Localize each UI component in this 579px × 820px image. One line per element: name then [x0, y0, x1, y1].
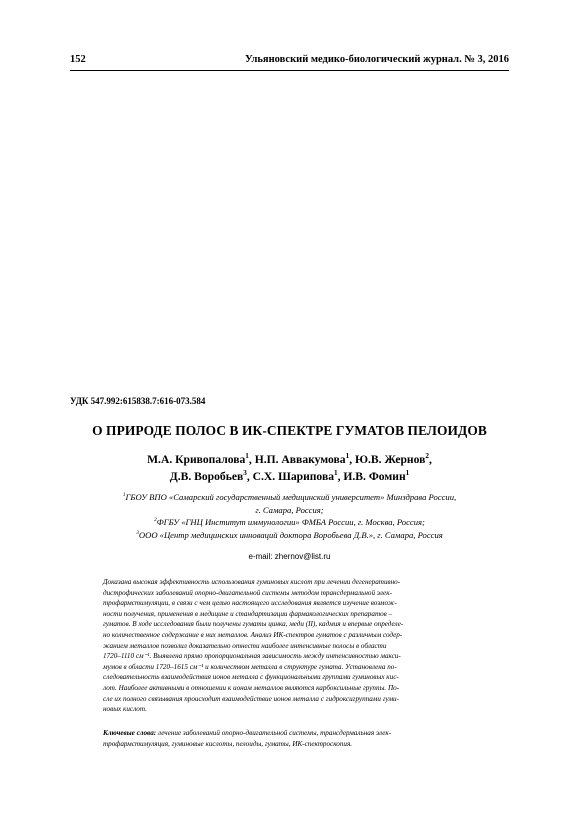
affiliation-2 — [70, 516, 509, 529]
abstract-line: мумов в области 1720–1615 см⁻¹ и количеством металла в структуре гумата. Установлена по- — [103, 662, 397, 671]
affiliation-1-cont: г. Самара, Россия; — [255, 504, 324, 515]
abstract-line: сле их полного связывания происходит взаимодействие ионов металла с гидроксигруппами гуми- — [103, 694, 399, 703]
affiliation-mark: 3 — [136, 529, 139, 536]
author-name: М.А. Кривопалова — [147, 453, 246, 466]
affiliation-mark: 2 — [154, 517, 157, 524]
author-separator: , — [337, 470, 344, 483]
affiliation-1 — [70, 491, 509, 504]
contact-email: e-mail: zhernov@list.ru — [248, 552, 331, 561]
keywords — [103, 728, 475, 749]
affiliation-text: ФГБУ «ГНЦ Институт иммунологии» ФМБА России, г. Москва, Россия; — [156, 517, 425, 528]
author-separator: , — [246, 470, 253, 483]
author-line-2 — [70, 468, 509, 485]
article-title: О ПРИРОДЕ ПОЛОС В ИК-СПЕКТРЕ ГУМАТОВ ПЕЛОИДОВ — [92, 423, 487, 438]
author-separator: , — [349, 453, 355, 466]
abstract — [103, 577, 475, 715]
abstract-line: лот. Наиболее активными в отношении к ионам металлов являются карбоксильные группы. По- — [103, 683, 400, 692]
affiliation-text: ГБОУ ВПО «Самарский государственный медицинский университет» Минздрава России, — [125, 492, 457, 502]
author-affiliation-mark: 1 — [245, 452, 249, 461]
abstract-line: трофармстимуляции, в связи с чем целью настоящего исследования является изучение возмож- — [103, 599, 397, 608]
keywords-line-1 — [103, 728, 475, 739]
abstract-line: жанием металлов позволил доказательно отнести наиболее интенсивные полосы в области — [103, 641, 387, 650]
author-affiliation-mark: 3 — [243, 469, 247, 478]
running-header — [70, 54, 509, 65]
author-list — [70, 451, 509, 485]
abstract-line: новых кислот. — [103, 705, 147, 714]
abstract-line: следовательность взаимодействия ионов металла с функциональными группами гуминовых кис- — [103, 673, 399, 682]
author-separator: , — [428, 453, 432, 466]
udc-code: УДК 547.992:615838.7:616-073.584 — [70, 396, 206, 406]
abstract-line: но количественное содержание в них металлов. Анализ ИК-спектров гуматов с различным содер- — [103, 630, 403, 639]
journal-title: Ульяновский медико-биологический журнал. № 3, 2016 — [244, 54, 509, 65]
affiliation-mark: 1 — [122, 492, 126, 499]
header-rule — [70, 70, 509, 71]
author-name: Ю.В. Жернов — [354, 453, 426, 466]
author-affiliation-mark: 1 — [345, 452, 350, 461]
author-line-1 — [70, 451, 509, 468]
author-name: С.Х. Шарипова — [252, 470, 334, 483]
abstract-line: гуматов. В ходе исследования были получены гуматы цинка, меди (II), кадмия и впервые определе- — [103, 620, 404, 629]
author-affiliation-mark: 2 — [425, 452, 429, 461]
keywords-text: лечение заболеваний опорно-двигательной системы, трансдермальная элек- — [156, 729, 392, 737]
abstract-line: Доказана высокая эффективность использования гуминовых кислот при лечении дегенеративно- — [103, 578, 401, 586]
affiliation-3 — [70, 529, 509, 542]
author-name: Д.В. Воробьев — [169, 470, 244, 483]
affiliations — [70, 491, 509, 541]
page-number: 152 — [70, 54, 86, 65]
author-separator: , — [248, 453, 255, 466]
abstract-line: дистрофических заболеваний опорно-двигательной системы методом трансдермальной элек- — [103, 588, 392, 597]
affiliation-text: ООО «Центр медицинских инноваций доктора Воробьева Д.В.», г. Самара, Россия — [138, 529, 443, 540]
author-affiliation-mark: 1 — [405, 469, 410, 478]
author-affiliation-mark: 1 — [334, 469, 338, 478]
author-name: Н.П. Аввакумова — [254, 453, 346, 466]
abstract-line: 1720–1110 см⁻¹. Выявлена прямо пропорциональная зависимость между интенсивностью макси- — [103, 652, 401, 661]
abstract-line: ности получения, применения в медицине и стандартизации фармакологических препаратов – — [103, 609, 393, 618]
keywords-label: Ключевые слова: — [103, 729, 157, 737]
author-name: И.В. Фомин — [343, 470, 406, 483]
keywords-line-2: трофармстимуляция, гуминовые кислоты, пелоиды, гуматы, ИК-спектроскопия. — [103, 739, 353, 748]
